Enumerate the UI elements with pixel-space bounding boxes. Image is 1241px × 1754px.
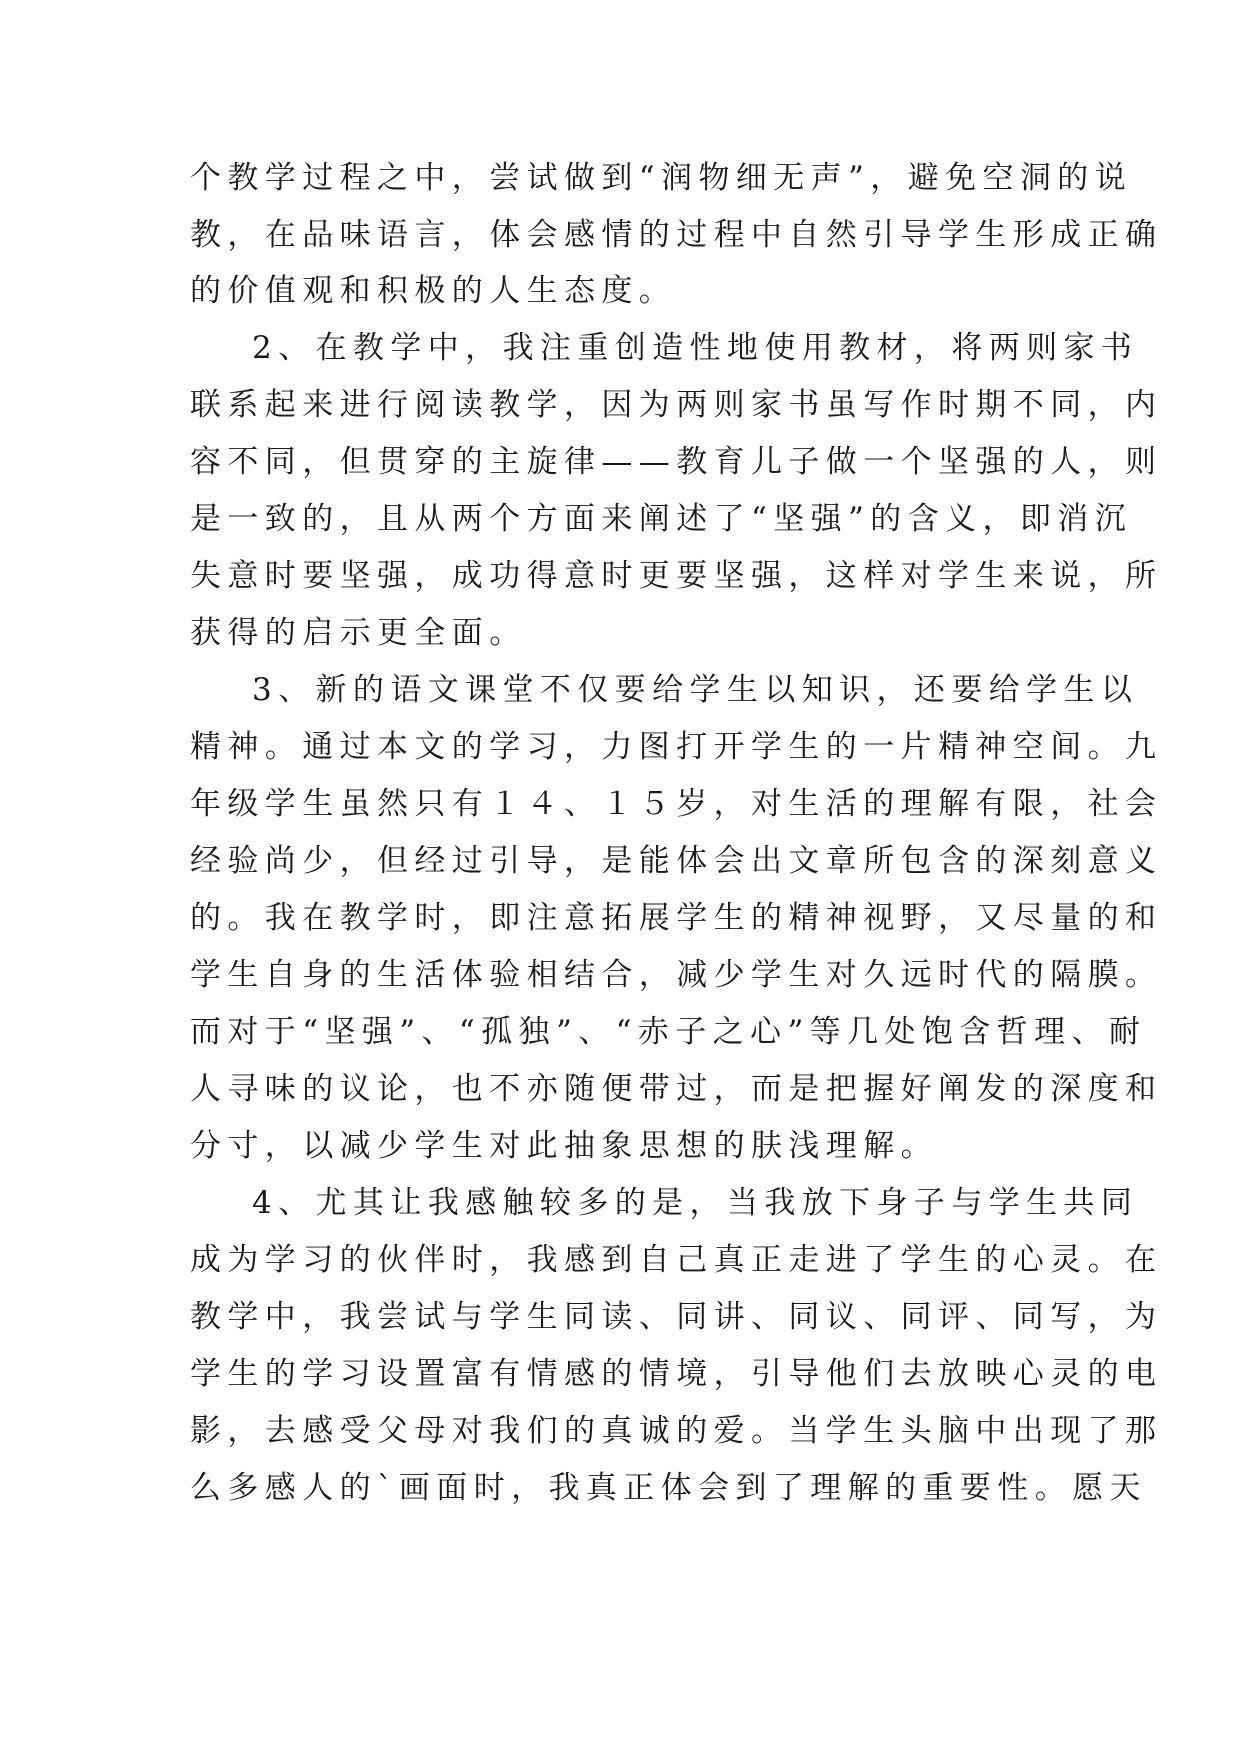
text-line: 学生自身的生活体验相结合，减少学生对久远时代的隔膜。 — [190, 957, 1163, 993]
text-line: 获得的启示更全面。 — [190, 615, 527, 651]
text-line: 个教学过程之中，尝试做到“润物细无声”，避免空洞的说 — [190, 160, 1133, 196]
text-line: 影，去感受父母对我们的真诚的爱。当学生头脑中出现了那 — [190, 1413, 1163, 1449]
text-line: 年级学生虽然只有１４、１５岁，对生活的理解有限，社会 — [190, 786, 1163, 822]
text-line: 2、在教学中，我注重创造性地使用教材，将两则家书 — [252, 330, 1139, 366]
text-line: 教学中，我尝试与学生同读、同讲、同议、同评、同写，为 — [190, 1299, 1163, 1335]
text-line: 失意时要坚强，成功得意时更要坚强，这样对学生来说，所 — [190, 558, 1163, 594]
text-line: 而对于“坚强”、“孤独”、“赤子之心”等几处饱含哲理、耐 — [190, 1014, 1147, 1050]
text-line: 人寻味的议论，也不亦随便带过，而是把握好阐发的深度和 — [190, 1071, 1163, 1107]
text-line: 4、尤其让我感触较多的是，当我放下身子与学生共同 — [252, 1185, 1139, 1221]
text-line: 的。我在教学时，即注意拓展学生的精神视野，又尽量的和 — [190, 900, 1163, 936]
text-line: 3、新的语文课堂不仅要给学生以知识，还要给学生以 — [252, 672, 1139, 708]
text-line: 学生的学习设置富有情感的情境，引导他们去放映心灵的电 — [190, 1356, 1163, 1392]
text-line: 联系起来进行阅读教学，因为两则家书虽写作时期不同，内 — [190, 387, 1163, 423]
text-line: 的价值观和积极的人生态度。 — [190, 273, 677, 309]
text-line: 是一致的，且从两个方面来阐述了“坚强”的含义，即消沉 — [190, 501, 1133, 537]
text-line: 精神。通过本文的学习，力图打开学生的一片精神空间。九 — [190, 729, 1163, 765]
text-line: 教，在品味语言，体会感情的过程中自然引导学生形成正确 — [190, 217, 1163, 253]
text-line: 经验尚少，但经过引导，是能体会出文章所包含的深刻意义 — [190, 843, 1163, 879]
text-line: 成为学习的伙伴时，我感到自己真正走进了学生的心灵。在 — [190, 1242, 1163, 1278]
text-line: 分寸，以减少学生对此抽象思想的肤浅理解。 — [190, 1128, 938, 1164]
text-line: 么多感人的`画面时，我真正体会到了理解的重要性。愿天 — [190, 1470, 1147, 1506]
text-line: 容不同，但贯穿的主旋律——教育儿子做一个坚强的人，则 — [190, 444, 1163, 480]
